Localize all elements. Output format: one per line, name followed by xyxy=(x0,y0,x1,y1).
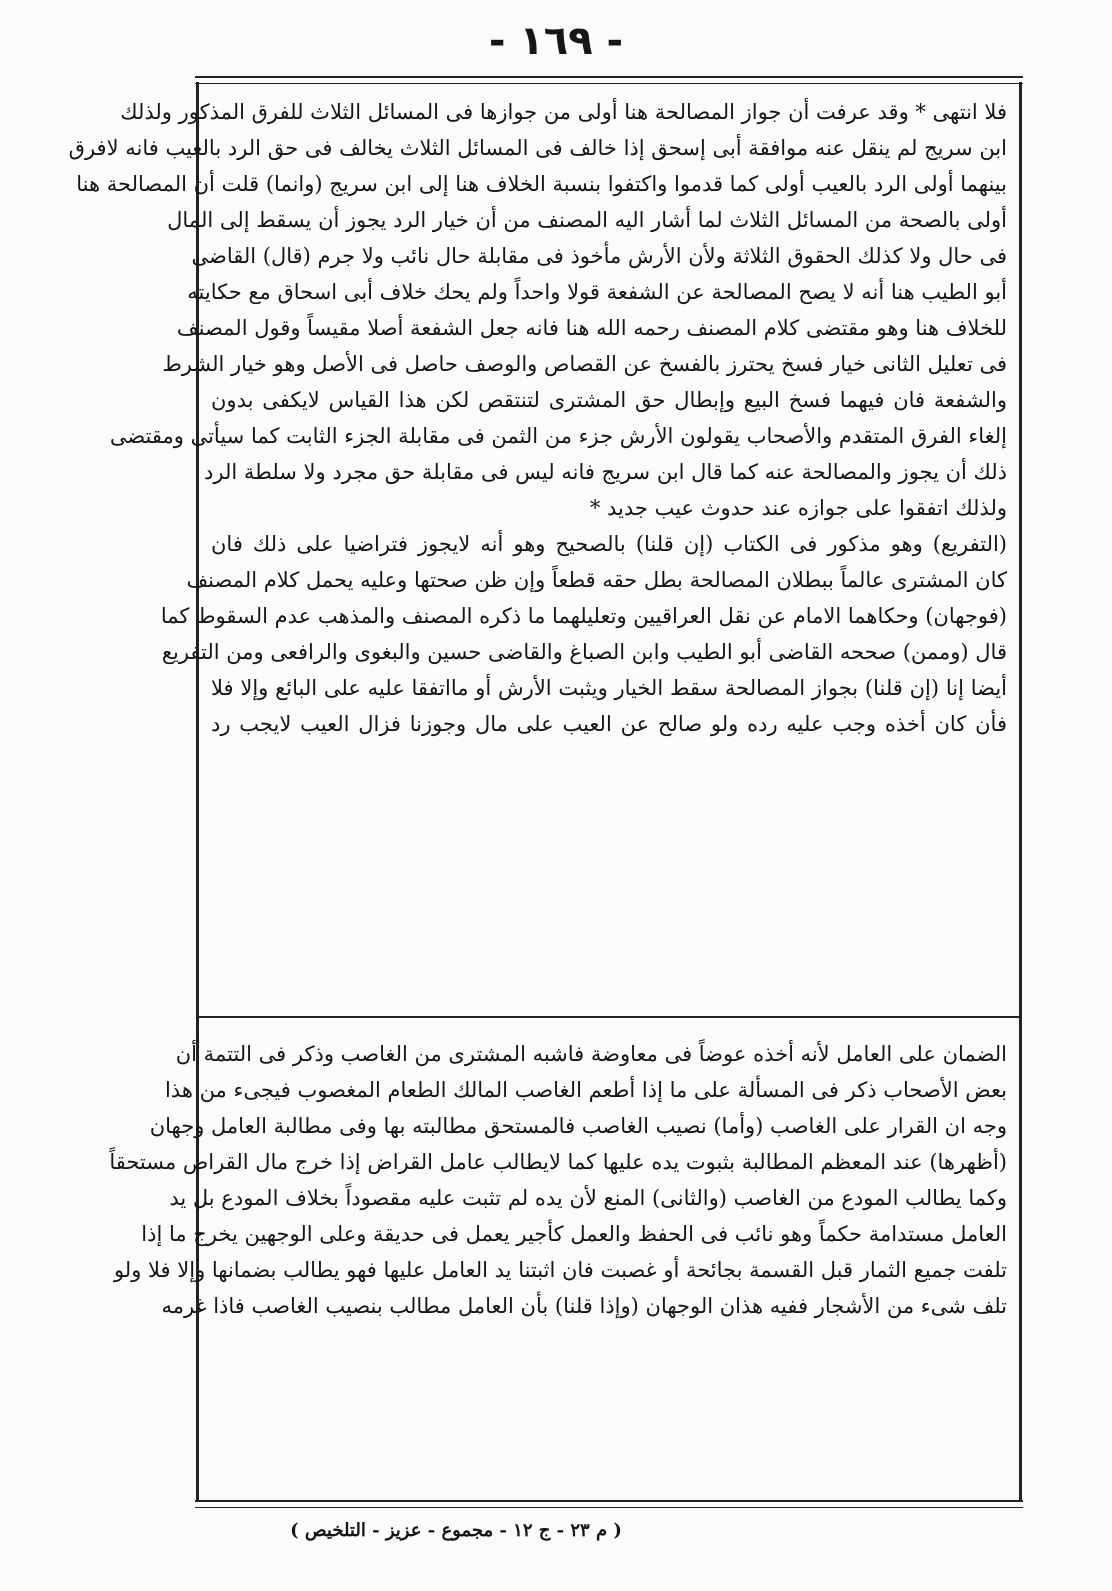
signature-footer: ( م ٢٣ - ج ١٢ - مجموع - عزيز - التلخيص ) xyxy=(290,1520,622,1541)
main-line: بينهما أولى الرد بالعيب أولى كما قدموا واكتفوا بنسبة الخلاف هنا إلى ابن سريج (وانما) قلت أن المصالحة هنا xyxy=(76,172,1007,196)
page-number: - ١٦٩ - xyxy=(488,18,624,64)
main-line: فى تعليل الثانى خيار فسخ يحترز بالفسخ عن القصاص والوصف حاصل فى الأصل وهو خيار الشرط xyxy=(162,352,1007,376)
main-line: كان المشترى عالماً ببطلان المصالحة بطل حقه قطعاً وإن ظن صحتها وعليه يحمل كلام المصنف xyxy=(186,568,1007,592)
note-line: وكما يطالب المودع من الغاصب (والثانى) المنع لأن يده لم تثبت عليه مقصوداً بخلاف المودع بل يد xyxy=(169,1186,1007,1210)
main-text xyxy=(68,94,1007,742)
main-line: أولى بالصحة من المسائل الثلاث لما أشار اليه المصنف من أن خيار الرد يجوز أن يسقط إلى المال xyxy=(167,208,1007,232)
main-line: (فوجهان) وحكاهما الامام عن نقل العراقيين وتعليلهما ما ذكره المصنف والمذهب عدم السقوط كما xyxy=(160,604,1007,628)
note-line: وجه ان القرار على الغاصب (وأما) نصيب الغاصب فالمستحق مطالبته بها وفى مطالبة العامل وجهان xyxy=(149,1114,1007,1138)
main-line: (التفريع) وهو مذكور فى الكتاب (إن قلنا) بالصحيح وهو أنه لايجوز فتراضيا على ذلك فان xyxy=(211,532,1007,556)
footnote-text xyxy=(109,1036,1007,1324)
note-line: (أظهرها) عند المعظم المطالبة بثبوت يده عليها كما لايطالب عامل القراض إذا خرج مال القراض مستحقاً xyxy=(109,1150,1007,1174)
main-line: للخلاف هنا وهو مقتضى كلام المصنف رحمه الله هنا فانه جعل الشفعة أصلا مقيساً وقول المصنف xyxy=(176,316,1007,340)
note-line: العامل مستدامة حكماً وهو نائب فى الحفظ والعمل كأجير يعمل فى حديقة وعلى الوجهين يخرج ما إذا xyxy=(141,1222,1007,1246)
main-line: ابن سريج لم ينقل عنه موافقة أبى إسحق إذا خالف فى المسائل الثلاث يخالف فى حق الرد بالعيب فانه لافرق xyxy=(68,136,1007,160)
frame-top-rule xyxy=(195,76,1023,84)
page-frame xyxy=(68,82,1022,1502)
main-line: ذلك أن يجوز والمصالحة عنه كما قال ابن سريج فانه ليس فى مقابلة حق مجرد ولا سلطة الرد xyxy=(204,460,1007,484)
main-line: ولذلك اتفقوا على جوازه عند حدوث عيب جديد * xyxy=(589,496,1007,520)
frame-bottom-rule xyxy=(195,1500,1023,1508)
section-divider xyxy=(199,1016,1019,1018)
note-line: الضمان على العامل لأنه أخذه عوضاً فى معاوضة فاشبه المشترى من الغاصب وذكر فى التتمة أن xyxy=(175,1042,1007,1066)
main-line: إلغاء الفرق المتقدم والأصحاب يقولون الأرش جزء من الثمن فى مقابلة الجزء الثابت كما سيأتى ومقتضى xyxy=(109,424,1007,448)
main-line: والشفعة فان فيهما فسخ البيع وإبطال حق المشترى لتنتقص لكن هذا القياس لايكفى بدون xyxy=(211,388,1007,412)
note-line: تلفت جميع الثمار قبل القسمة بجائحة أو غصبت فان اثبتنا يد العامل عليها فهو يطالب بضمانها وإلا فلا ولو xyxy=(113,1258,1007,1282)
main-line: فى حال ولا كذلك الحقوق الثلاثة ولأن الأرش مأخوذ فى مقابلة حال نائب ولا جرم (قال) القاضى xyxy=(191,244,1007,268)
note-line: تلف شىء من الأشجار ففيه هذان الوجهان (وإذا قلنا) بأن العامل مطالب بنصيب الغاصب فاذا غرمه xyxy=(161,1294,1007,1318)
main-line: قال (وممن) صححه القاضى أبو الطيب وابن الصباغ والقاضى حسين والبغوى والرافعى ومن التفريع xyxy=(161,640,1007,664)
main-line: فلا انتهى * وقد عرفت أن جواز المصالحة هنا أولى من جوازها فى المسائل الثلاث للفرق المذكور ولذلك xyxy=(120,100,1007,124)
note-line: بعض الأصحاب ذكر فى المسألة على ما إذا أطعم الغاصب المالك الطعام المغصوب فيجىء من هذا xyxy=(164,1078,1007,1102)
main-line: فأن كان أخذه وجب عليه رده ولو صالح عن العيب على مال وجوزنا فزال العيب لايجب رد xyxy=(211,712,1007,736)
main-line: أبو الطيب هنا أنه لا يصح المصالحة عن الشفعة قولا واحداً ولم يحك خلاف أبى اسحاق مع حكايته xyxy=(187,280,1007,304)
main-line: أيضا إنا (إن قلنا) بجواز المصالحة سقط الخيار ويثبت الأرش أو مااتفقا عليه على البائع وإلا فلا xyxy=(211,676,1007,700)
